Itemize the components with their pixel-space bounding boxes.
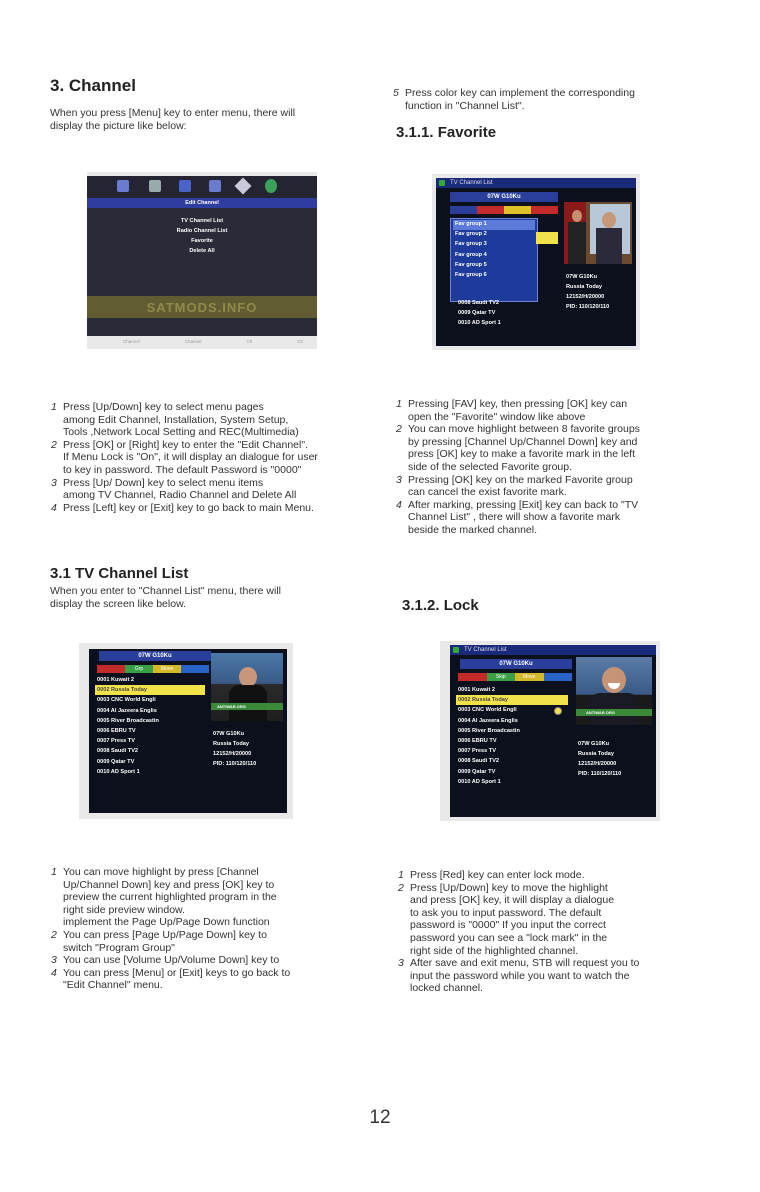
list-item: 2 You can press [Page Up/Page Down] key to switch "Program Group" (51, 928, 267, 954)
green-key[interactable]: Skip (487, 673, 516, 681)
red-key[interactable] (97, 665, 125, 673)
presenter-head (602, 667, 626, 693)
list-item: 3 Press [Up/ Down] key to select menu items among TV Channel, Radio Channel and Delete All (51, 476, 297, 502)
table-row[interactable]: 0002 Russia Today (95, 685, 205, 695)
list-item[interactable]: Fav group 1 (453, 220, 535, 230)
table-row[interactable]: 0005 River Broadcastin (458, 727, 520, 734)
table-row[interactable]: 0003 CNC World Engli (97, 697, 156, 704)
list-item: 4 Press [Left] key or [Exit] key to go back to main Menu. (51, 501, 314, 514)
list-item: 4 After marking, pressing [Exit] key can back to "TV Channel List" , there will show a favorite mark beside the marked channel. (396, 498, 639, 536)
menu-title: Edit Channel (87, 198, 317, 208)
list-item: 1 You can move highlight by press [Channel Up/Channel Down] key and press [OK] key to preview the current highlighted program in the right side preview window. implement the Page Up/Page Down function (51, 866, 277, 929)
yellow-key[interactable]: Move (515, 673, 544, 681)
table-row[interactable]: 0008 Saudi TV2 (458, 300, 500, 306)
red-key[interactable] (458, 673, 487, 681)
preview-window (211, 653, 283, 721)
list-item: 1 Press [Up/Down] key to select menu pages among Edit Channel, Installation, System Setup, Tools ,Network Local Setting and REC(Multimedia) (51, 401, 299, 439)
satellite-label: 07W G10Ku (99, 651, 211, 661)
list-item[interactable]: Fav group 5 (455, 261, 487, 268)
lock-icon (554, 707, 562, 715)
list-item: 3 Pressing [OK] key on the marked Favorite group can cancel the exist favorite mark. (396, 473, 633, 499)
satellite-label: 07W G10Ku (450, 192, 558, 202)
table-row[interactable]: 0010 AD Sport 1 (458, 778, 501, 785)
menu-steps (51, 401, 381, 514)
list-item[interactable]: Fav group 4 (455, 251, 487, 258)
table-row[interactable]: 0003 CNC World Engli (458, 707, 517, 714)
channel-info: 07W G10Ku Russia Today 12152/H/20000 PID: 110/120/110 (213, 731, 257, 767)
lock-heading: 3.1.2. Lock (402, 597, 479, 614)
channel-list (456, 298, 556, 329)
list-item: 4 You can press [Menu] or [Exit] keys to go back to "Edit Channel" menu. (51, 966, 291, 992)
table-row[interactable]: 0008 Saudi TV2 (458, 758, 500, 765)
table-row[interactable]: 0002 Russia Today (456, 695, 568, 705)
list-item: 1 Pressing [FAV] key, then pressing [OK] key can open the "Favorite" window like above (396, 398, 628, 423)
green-key[interactable]: Grp (125, 665, 153, 673)
list-item: 5 Press color key can implement the corresponding function in "Channel List". (393, 87, 635, 112)
channel-icon (117, 180, 129, 192)
installation-icon (149, 180, 161, 192)
screen-header: TV Channel List (450, 645, 656, 655)
list-item[interactable]: Fav group 3 (455, 241, 487, 248)
menu-item[interactable]: Delete All (189, 248, 215, 254)
channel-intro: When you press [Menu] key to enter menu, there will display the picture like below: (50, 107, 296, 132)
channel-list (95, 675, 205, 777)
list-item[interactable]: Fav group 2 (455, 231, 487, 238)
table-row[interactable]: 0001 Kuwait 2 (458, 687, 495, 693)
menu-footer: Channel Channel Ch Ch (123, 339, 303, 344)
watermark: SATMODS.INFO (146, 300, 258, 315)
table-row[interactable]: 0007 Press TV (458, 748, 496, 755)
list-item: 3 After save and exit menu, STB will request you to input the password while you want to watch the locked channel. (398, 957, 640, 995)
system-icon (179, 180, 191, 192)
favorite-steps (396, 398, 726, 537)
table-row[interactable]: 0007 Press TV (97, 738, 135, 745)
table-row[interactable]: 0001 Kuwait 2 (97, 677, 134, 683)
menu-item[interactable]: Radio Channel List (176, 228, 228, 234)
table-row[interactable]: 0005 River Broadcastin (97, 717, 159, 724)
table-row[interactable]: 0010 AD Sport 1 (458, 320, 501, 327)
lock-screenshot (440, 641, 660, 821)
color-key-bar (458, 673, 572, 681)
preview-overlay: ANTIWAR.ORG (576, 709, 652, 716)
screen-header: TV Channel List (436, 178, 636, 188)
channel-heading: 3. Channel (50, 76, 136, 95)
preview-window (564, 202, 632, 264)
list-item[interactable]: Fav group 6 (455, 271, 487, 278)
satellite-label: 07W G10Ku (460, 659, 572, 669)
color-key-step (393, 87, 723, 112)
table-row[interactable]: 0004 Al Jazeera Englis (458, 717, 518, 724)
list-item: 2 Press [Up/Down] key to move the highlight and press [OK] key, it will display a dialogue to ask you to input password. The default password is "0000" If you input the correct password you can see a "lock mark" in the right side of the highlighted channel. (398, 881, 615, 957)
menu-items (157, 216, 247, 256)
list-item: 3 You can use [Volume Up/Volume Down] key to (51, 954, 280, 967)
favorite-popup (450, 218, 538, 302)
yellow-key[interactable]: Move (153, 665, 181, 673)
table-row[interactable]: 0004 Al Jazeera Englis (97, 707, 157, 714)
preview-overlay: ANTIWAR.ORG (211, 703, 283, 710)
channel-list (456, 685, 568, 787)
table-row[interactable]: 0010 AD Sport 1 (97, 768, 140, 775)
network-icon (235, 178, 252, 195)
page-number: 12 (369, 1107, 391, 1128)
channel-info: 07W G10Ku Russia Today 12152/H/20000 PID: 110/120/110 (566, 274, 610, 310)
blue-key[interactable] (544, 673, 573, 681)
favorite-screenshot (432, 174, 640, 350)
preview-window (576, 657, 652, 725)
menu-icon-bar (87, 176, 317, 198)
blue-key[interactable] (181, 665, 209, 673)
tools-icon (209, 180, 221, 192)
tv-channel-list-intro: When you enter to "Channel List" menu, there will display the screen like below. (50, 585, 281, 610)
list-item: 2 You can move highlight between 8 favorite groups by pressing [Channel Up/Channel Down] key and press [OK] key to make a favorite mark in the left side of the selected Favorite group. (396, 423, 640, 473)
menu-item[interactable]: Favorite (191, 238, 213, 244)
tv-channel-list-heading: 3.1 TV Channel List (50, 565, 189, 582)
table-row[interactable]: 0009 Qatar TV (458, 768, 496, 775)
list-item: 2 Press [OK] or [Right] key to enter the "Edit Channel". If Menu Lock is "On", it will display an dialogue for user to key in password. The default Password is "0000" (51, 438, 318, 476)
table-row[interactable]: 0006 EBRU TV (458, 737, 497, 744)
color-key-bar (450, 206, 558, 214)
menu-item[interactable]: TV Channel List (180, 218, 224, 224)
table-row[interactable]: 0009 Qatar TV (458, 310, 496, 317)
channel-info: 07W G10Ku Russia Today 12152/H/20000 PID: 110/120/110 (578, 741, 622, 777)
presenter-head (239, 667, 257, 687)
tv-channel-list-steps (51, 866, 351, 992)
edit-channel-menu-screenshot (87, 172, 317, 349)
favorite-heading: 3.1.1. Favorite (396, 124, 497, 141)
favorite-mark-highlight (536, 232, 558, 244)
lock-steps (398, 869, 718, 995)
list-item: 1 Press [Red] key can enter lock mode. (398, 869, 585, 881)
multimedia-icon (265, 179, 277, 193)
table-row[interactable]: 0009 Qatar TV (97, 758, 135, 765)
table-row[interactable]: 0006 EBRU TV (97, 727, 136, 734)
color-key-bar (97, 665, 209, 673)
table-row[interactable]: 0008 Saudi TV2 (97, 748, 139, 755)
tv-channel-list-screenshot (79, 643, 293, 819)
